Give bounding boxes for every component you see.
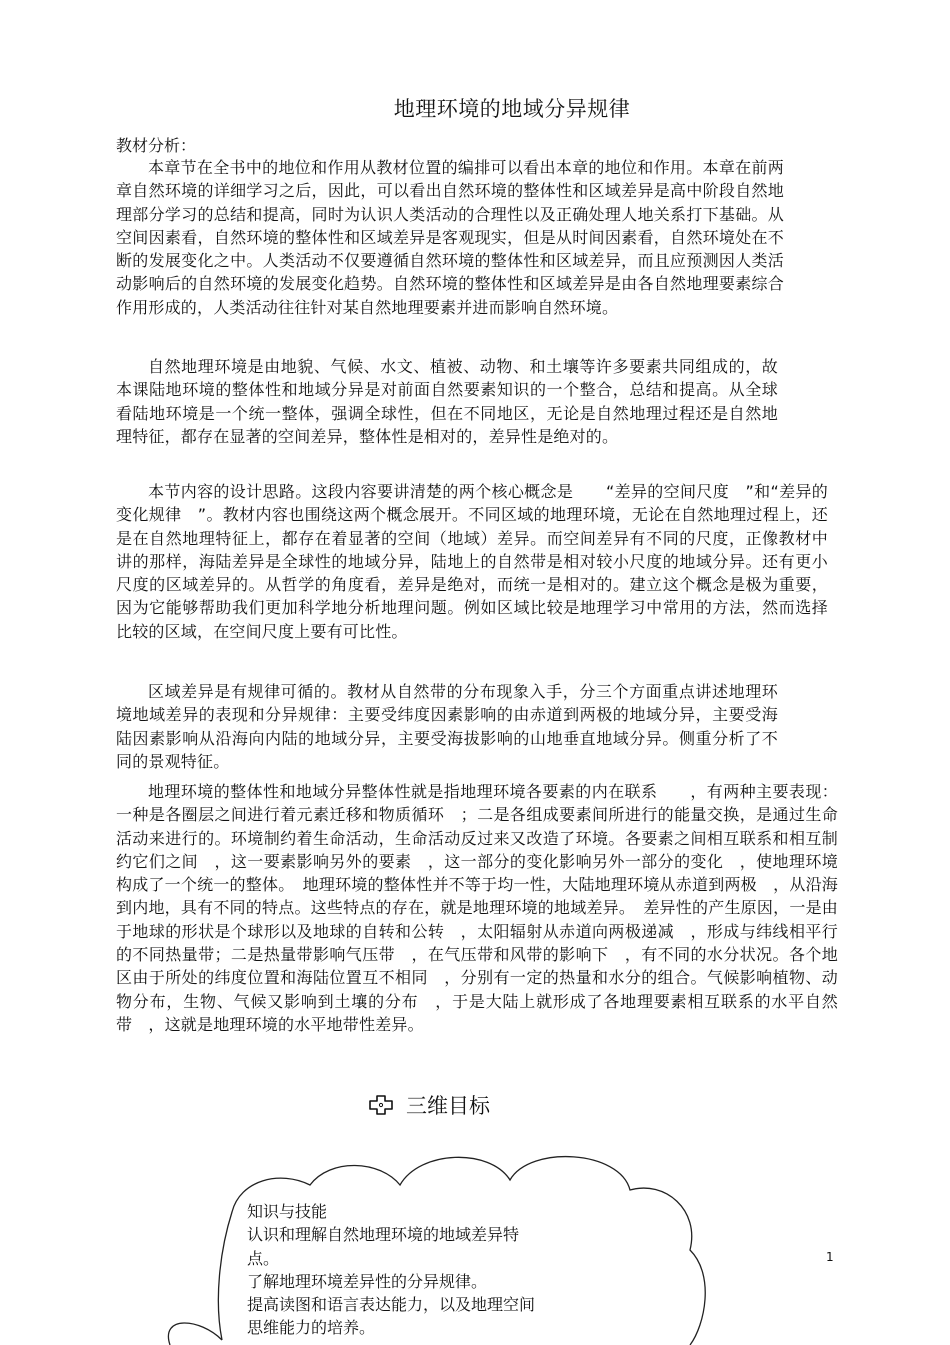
section-label: 教材分析： [116,136,197,155]
paragraph-1: 本章节在全书中的地位和作用从教材位置的编排可以看出本章的地位和作用。本章在前两章自然环境的详细学习之后，因此，可以看出自然环境的整体性和区域差异是高中阶段自然地理部分学习的总结和提高，同时为认识人类活动的合理性以及正确处理人地关系打下基础。从空间因素看，自然环境的整体性和区域差异是客观现实，但是从时间因素看，自然环境处在不断的发展变化之中。人类活动不仅要遵循自然环境的整体性和区域差异，而且应预测因人类活动影响后的自然环境的发展变化趋势。自然环境的整体性和区域差异是由各自然地理要素综合作用形成的，人类活动往往针对某自然地理要素并进而影响自然环境。 [116,158,784,317]
paragraph-4: 区域差异是有规律可循的。教材从自然带的分布现象入手，分三个方面重点讲述地理环境地域差异的表现和分异规律：主要受纬度因素影响的由赤道到两极的地域分异，主要受海陆因素影响从沿海向内陆的地域分异，主要受海拔影响的山地垂直地域分异。侧重分析了不同的景观特征。 [116,682,778,771]
paragraph-5: 地理环境的整体性和地域分异整体性就是指地理环境各要素的内在联系 ，有两种主要表现：一种是各圈层之间进行着元素迁移和物质循环 ；二是各组成要素间所进行的能量交换，是通过生命活动来进行的。环境制约着生命活动，生命活动反过来又改造了环境。各要素之间相互联系和相互制约它们之间 ，这一要素影响另外的要素 ，这一部分的变化影响另外一部分的变化 ，使地理环境构成了一个统一的整体。 地理环境的整体性并不等于均一性，大陆地理环境从赤道到两极 ，从沿海到内地，具有不同的特点。这些特点的存在，就是地理环境的地域差异。 差异性的产生原因，一是由于地球的形状是个球形以及地球的自转和公转 ，太阳辐射从赤道向两极递减 ，形成与纬线相平行的不同热量带；二是热量带影响气压带 ，在气压带和风带的影响下 ，有不同的水分状况。各个地区由于所处的纬度位置和海陆位置互不相同 ，分别有一定的热量和水分的组合。气候影响植物、动物分布，生物、气候又影响到土壤的分布 ，于是大陆上就形成了各地理要素相互联系的水平自然带 ，这就是地理环境的水平地带性差异。 [116,782,838,1034]
goals-heading [368,1090,490,1120]
cloud-line-4: 了解地理环境差异性的分异规律。 [247,1271,488,1291]
cloud-line-6: 思维能力的培养。 [247,1318,376,1338]
paragraph-3: 本节内容的设计思路。这段内容要讲清楚的两个核心概念是 “差异的空间尺度 ”和“差异的变化规律 ”。教材内容也围绕这两个概念展开。不同区域的地理环境，无论在自然地理过程上，还是在自然地理特征上，都存在着显著的空间（地域）差异。而空间差异有不同的尺度，正像教材中讲的那样，海陆差异是全球性的地域分异，陆地上的自然带是相对较小尺度的地域分异。还有更小尺度的区域差异的。从哲学的角度看，差异是绝对，而统一是相对的。建立这个概念是极为重要，因为它能够帮助我们更加科学地分析地理问题。例如区域比较是地理学习中常用的方法，然而选择比较的区域，在空间尺度上要有可比性。 [116,482,828,641]
cloud-line-5: 提高读图和语言表达能力，以及地理空间 [247,1295,536,1315]
paragraph-2: 自然地理环境是由地貌、气候、水文、植被、动物、和土壤等许多要素共同组成的，故本课陆地环境的整体性和地域分异是对前面自然要素知识的一个整合，总结和提高。从全球看陆地环境是一个统一整体，强调全球性，但在不同地区，无论是自然地理过程还是自然地理特征，都存在显著的空间差异，整体性是相对的，差异性是绝对的。 [116,357,778,446]
cross-outline-icon [368,1094,394,1116]
cloud-line-1: 知识与技能 [247,1202,328,1221]
cloud-line-3: 点。 [247,1248,280,1268]
cloud-content [247,1200,577,1340]
page-number: 1 [826,1250,834,1264]
goals-heading-text: 三维目标 [406,1094,490,1118]
page-title: 地理环境的地域分异规律 [393,97,631,121]
cloud-line-2: 认识和理解自然地理环境的地域差异特 [247,1225,520,1245]
